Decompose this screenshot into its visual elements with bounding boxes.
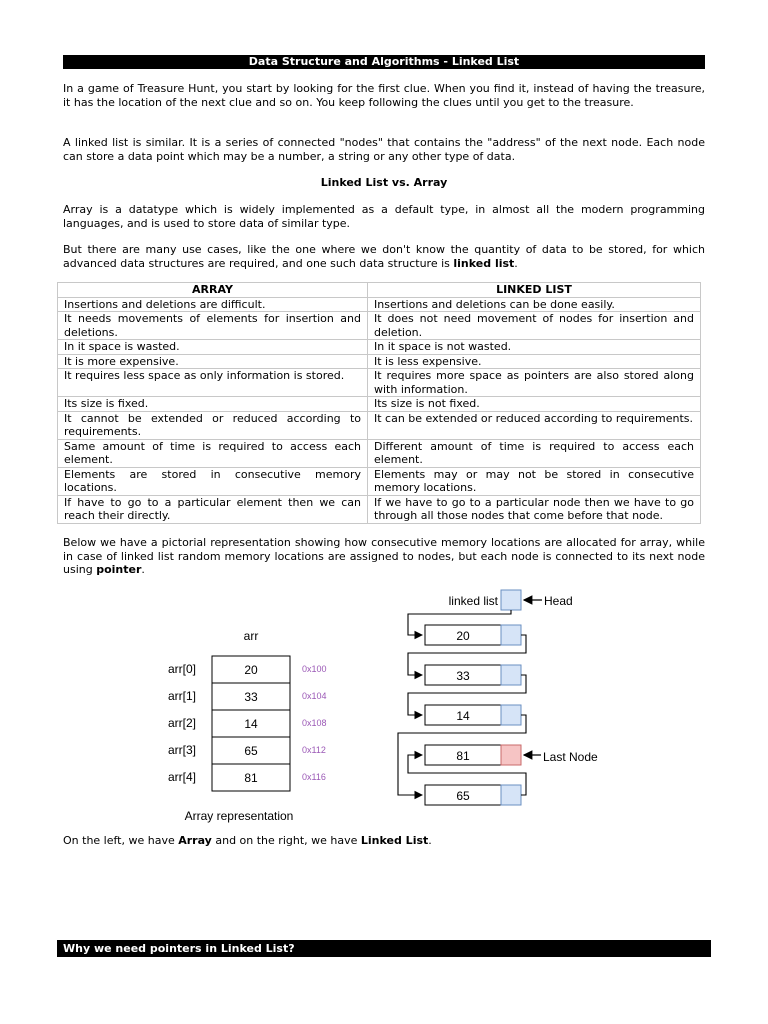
array-index-label: arr[1] [167, 689, 196, 703]
below-end: . [141, 563, 145, 576]
table-row [58, 297, 701, 312]
intro-paragraph-1: In a game of Treasure Hunt, you start by looking for the first clue. When you find it, instead of having the treasure, it has the location of the next clue and so on. You keep following the clues until you get to the treasure. [63, 82, 705, 109]
table-cell-array: It needs movements of elements for insertion and deletions. [58, 312, 368, 340]
list-node-value: 65 [456, 789, 470, 803]
head-pointer-box [501, 590, 521, 610]
conclusion-end: . [428, 834, 432, 847]
list-node-pointer-box [501, 705, 521, 725]
memory-figure [150, 588, 610, 828]
table-cell-linked-list: Elements may or may not be stored in consecutive memory locations. [368, 467, 701, 495]
conclusion-linked-list: Linked List [360, 834, 429, 847]
page-title: Data Structure and Algorithms - Linked List [63, 55, 705, 69]
table-body [58, 297, 701, 523]
usecase-text: But there are many use cases, like the one where we don't know the quantity of data to be stored, for which advanced data structures are required, and one such data structure is [63, 243, 705, 270]
list-node-value: 81 [456, 749, 470, 763]
table-cell-array: If have to go to a particular element then we can reach their directly. [58, 495, 368, 523]
usecase-bold: linked list [453, 256, 515, 270]
table-row [58, 439, 701, 467]
conclusion-array: Array [178, 834, 212, 847]
linked-list-diagram [398, 590, 598, 805]
array-cell-value: 81 [244, 771, 258, 785]
table-header-row [58, 283, 701, 298]
table-cell-array: It is more expensive. [58, 354, 368, 369]
last-node-label: Last Node [543, 750, 598, 764]
array-index-label: arr[0] [167, 662, 196, 676]
table-header-linked-list: LINKED LIST [368, 283, 701, 298]
list-node-value: 14 [456, 709, 470, 723]
list-node-value: 20 [456, 629, 470, 643]
table-row [58, 354, 701, 369]
table-cell-array: It requires less space as only information is stored. [58, 369, 368, 397]
array-address: 0x112 [302, 745, 326, 755]
section-heading: Linked List vs. Array [320, 176, 448, 189]
array-address: 0x104 [302, 691, 327, 701]
table-row [58, 312, 701, 340]
table-row [58, 411, 701, 439]
table-row [58, 369, 701, 397]
table-cell-linked-list: If we have to go to a particular node then we have to go through all those nodes that come before that node. [368, 495, 701, 523]
table-cell-array: Its size is fixed. [58, 397, 368, 412]
section-heading-pointers: Why we need pointers in Linked List? [57, 940, 711, 957]
conclusion-mid: and on the right, we have [211, 834, 361, 847]
table-cell-linked-list: In it space is not wasted. [368, 340, 701, 355]
conclusion-paragraph [63, 834, 705, 848]
table-cell-linked-list: It can be extended or reduced according to requirements. [368, 411, 701, 439]
table-row [58, 467, 701, 495]
array-address: 0x100 [302, 664, 327, 674]
array-diagram [168, 629, 327, 823]
below-paragraph [63, 536, 705, 577]
list-node-pointer-box [501, 625, 521, 645]
array-index-label: arr[3] [167, 743, 196, 757]
array-index-label: arr[2] [167, 716, 196, 730]
table-row [58, 495, 701, 523]
table-cell-linked-list: Insertions and deletions can be done easily. [368, 297, 701, 312]
array-index-label: arr[4] [167, 770, 196, 784]
array-cell-value: 20 [244, 663, 258, 677]
table-cell-linked-list: It is less expensive. [368, 354, 701, 369]
table-cell-linked-list: Its size is not fixed. [368, 397, 701, 412]
table-row [58, 397, 701, 412]
array-caption: Array representation [184, 809, 294, 823]
array-cell-value: 14 [244, 717, 258, 731]
list-node-pointer-box [501, 665, 521, 685]
list-node-pointer-box [501, 785, 521, 805]
linked-list-label: linked list [448, 594, 498, 608]
intro-paragraph-2: A linked list is similar. It is a series of connected "nodes" that contains the "address" of the next node. Each node can store a data point which may be a number, a string or any other type of data. [63, 136, 705, 163]
array-address: 0x108 [302, 718, 327, 728]
table-cell-array: Elements are stored in consecutive memory locations. [58, 467, 368, 495]
head-label: Head [544, 594, 573, 608]
usecase-end: . [514, 256, 518, 270]
below-bold: pointer [96, 563, 142, 576]
table-cell-linked-list: It requires more space as pointers are also stored along with information. [368, 369, 701, 397]
conclusion-text: On the left, we have [63, 834, 179, 847]
last-node-pointer-box [501, 745, 521, 765]
table-cell-array: Insertions and deletions are difficult. [58, 297, 368, 312]
table-row [58, 340, 701, 355]
table-cell-array: Same amount of time is required to access each element. [58, 439, 368, 467]
table-header-array: ARRAY [58, 283, 368, 298]
array-cell-value: 65 [244, 744, 258, 758]
table-cell-array: In it space is wasted. [58, 340, 368, 355]
table-cell-array: It cannot be extended or reduced according to requirements. [58, 411, 368, 439]
table-cell-linked-list: Different amount of time is required to access each element. [368, 439, 701, 467]
below-text: Below we have a pictorial representation showing how consecutive memory locations are allocated for array, while in case of linked list random memory locations are assigned to nodes, but each node is connected to its next node using [63, 536, 705, 576]
list-node-value: 33 [456, 669, 470, 683]
comparison-table [57, 282, 701, 524]
array-cell-value: 33 [244, 690, 258, 704]
usecase-paragraph [63, 243, 705, 270]
table-cell-linked-list: It does not need movement of nodes for insertion and deletion. [368, 312, 701, 340]
array-name-label: arr [243, 629, 259, 643]
array-paragraph: Array is a datatype which is widely implemented as a default type, in almost all the modern programming languages, and is used to store data of similar type. [63, 203, 705, 230]
array-address: 0x116 [302, 772, 326, 782]
